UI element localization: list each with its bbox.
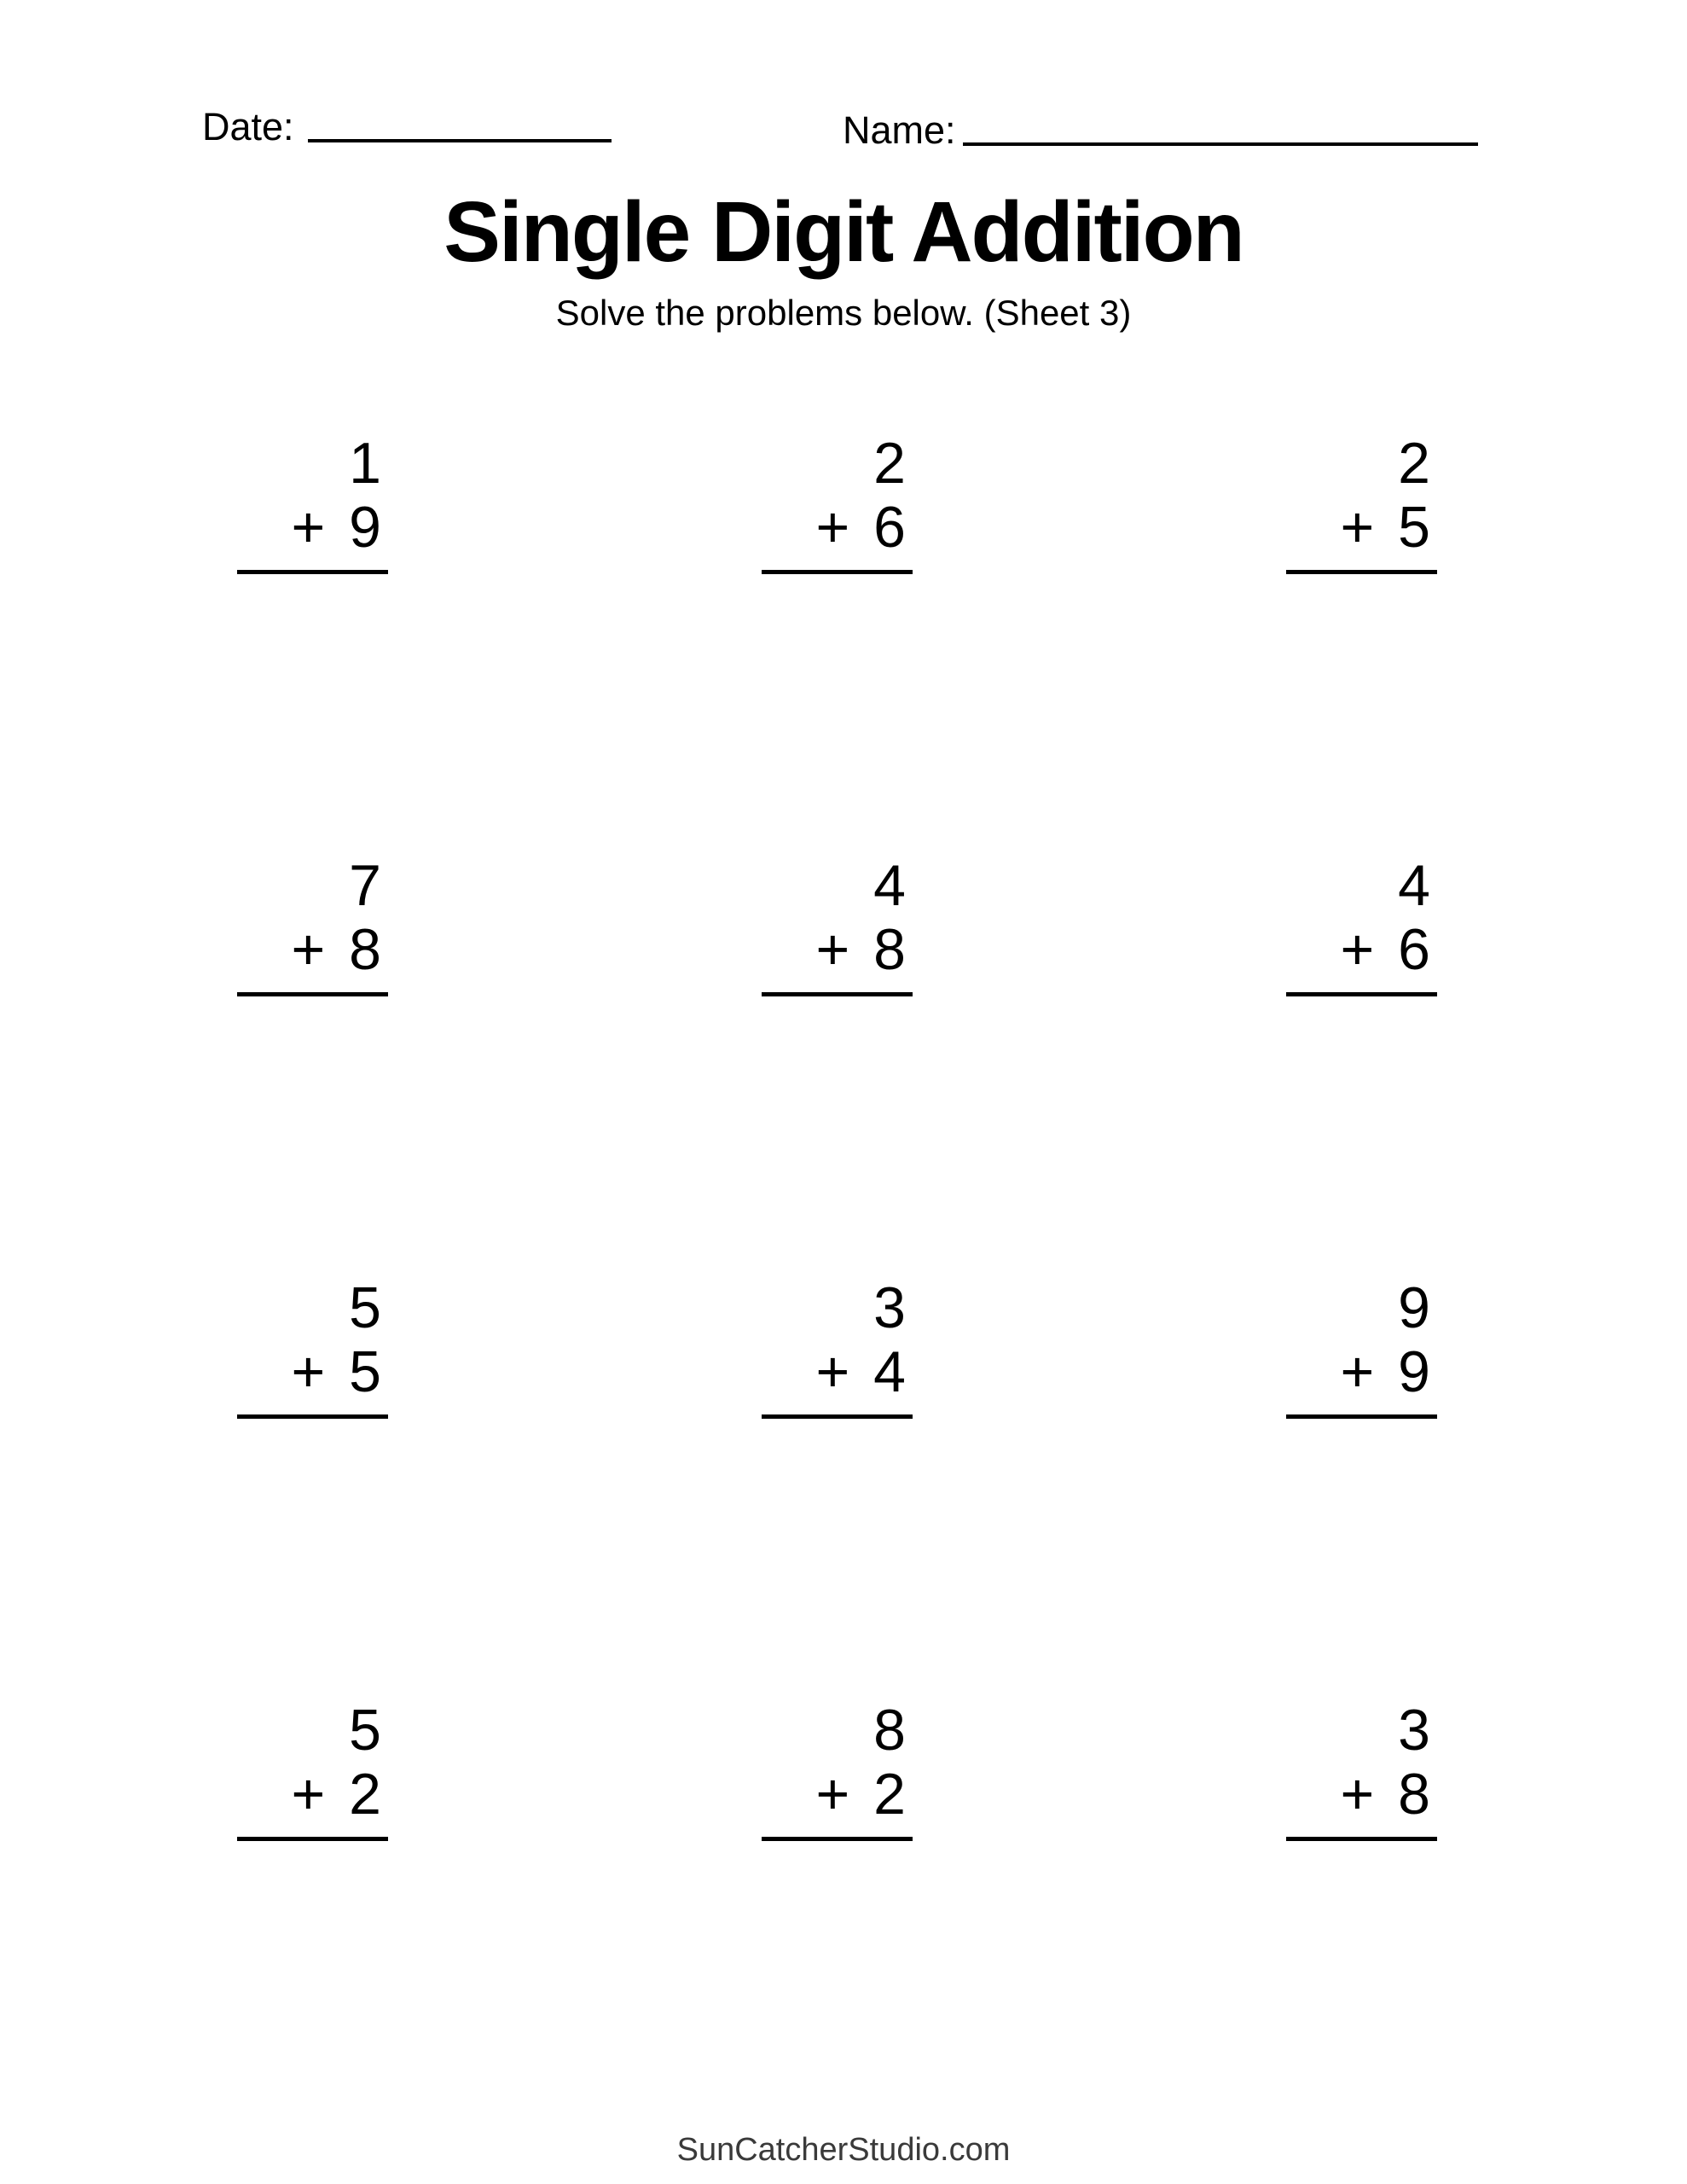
operand-row [1286, 496, 1437, 560]
bottom-operand: 9 [349, 495, 381, 560]
answer-line[interactable] [1286, 1837, 1437, 1841]
name-label: Name: [843, 108, 956, 152]
name-input-line[interactable] [963, 142, 1478, 146]
bottom-operand: 4 [873, 1339, 906, 1404]
top-operand: 8 [873, 1698, 906, 1763]
operand-row [762, 496, 913, 560]
bottom-operand: 2 [349, 1762, 381, 1827]
bottom-operand: 5 [349, 1339, 381, 1404]
top-operand: 5 [349, 1275, 381, 1340]
operand-row [1286, 1763, 1437, 1827]
answer-line[interactable] [237, 992, 388, 996]
bottom-operand: 2 [873, 1762, 906, 1827]
top-operand: 1 [349, 431, 381, 496]
operand-row [237, 918, 388, 982]
answer-line[interactable] [237, 1837, 388, 1841]
plus-operator: + [1340, 917, 1375, 982]
bottom-operand: 6 [1398, 917, 1430, 982]
addition-problem-3 [1286, 432, 1437, 574]
plus-operator: + [815, 917, 850, 982]
plus-operator: + [815, 1339, 850, 1404]
addition-problem-7 [237, 1276, 388, 1419]
top-operand: 4 [873, 853, 906, 918]
worksheet-subtitle: Solve the problems below. (Sheet 3) [555, 293, 1132, 333]
date-input-line[interactable] [308, 139, 612, 142]
top-operand: 2 [1398, 431, 1430, 496]
addition-problem-11 [762, 1699, 913, 1841]
top-operand: 4 [1398, 853, 1430, 918]
answer-line[interactable] [762, 1837, 913, 1841]
answer-line[interactable] [762, 570, 913, 574]
operand-row [762, 918, 913, 982]
bottom-operand: 9 [1398, 1339, 1430, 1404]
operand-row [1286, 1340, 1437, 1404]
problems-grid [237, 432, 1437, 1841]
worksheet-title: Single Digit Addition [443, 184, 1244, 280]
answer-line[interactable] [762, 1414, 913, 1419]
addition-problem-8 [762, 1276, 913, 1419]
addition-problem-10 [237, 1699, 388, 1841]
bottom-operand: 8 [349, 917, 381, 982]
plus-operator: + [815, 1762, 850, 1827]
operand-row [237, 1763, 388, 1827]
operand-row [237, 1340, 388, 1404]
top-operand: 2 [873, 431, 906, 496]
name-field-group [843, 109, 1478, 152]
plus-operator: + [1340, 1339, 1375, 1404]
operand-row [237, 496, 388, 560]
bottom-operand: 8 [873, 917, 906, 982]
answer-line[interactable] [1286, 992, 1437, 996]
plus-operator: + [1340, 495, 1375, 560]
operand-row [762, 1763, 913, 1827]
footer-site-text: SunCatcherStudio.com [676, 2132, 1011, 2168]
operand-row [762, 1340, 913, 1404]
answer-line[interactable] [1286, 570, 1437, 574]
plus-operator: + [291, 1339, 326, 1404]
plus-operator: + [291, 495, 326, 560]
addition-problem-5 [762, 854, 913, 996]
bottom-operand: 8 [1398, 1762, 1430, 1827]
plus-operator: + [1340, 1762, 1375, 1827]
top-operand: 3 [1398, 1698, 1430, 1763]
top-operand: 5 [349, 1698, 381, 1763]
operand-row [1286, 918, 1437, 982]
top-operand: 9 [1398, 1275, 1430, 1340]
top-operand: 7 [349, 853, 381, 918]
answer-line[interactable] [237, 570, 388, 574]
answer-line[interactable] [762, 992, 913, 996]
plus-operator: + [815, 495, 850, 560]
answer-line[interactable] [1286, 1414, 1437, 1419]
bottom-operand: 6 [873, 495, 906, 560]
date-field-group [202, 106, 612, 148]
addition-problem-4 [237, 854, 388, 996]
addition-problem-1 [237, 432, 388, 574]
top-operand: 3 [873, 1275, 906, 1340]
plus-operator: + [291, 1762, 326, 1827]
addition-problem-9 [1286, 1276, 1437, 1419]
addition-problem-6 [1286, 854, 1437, 996]
bottom-operand: 5 [1398, 495, 1430, 560]
date-label: Date: [202, 105, 294, 148]
answer-line[interactable] [237, 1414, 388, 1419]
addition-problem-12 [1286, 1699, 1437, 1841]
plus-operator: + [291, 917, 326, 982]
addition-problem-2 [762, 432, 913, 574]
